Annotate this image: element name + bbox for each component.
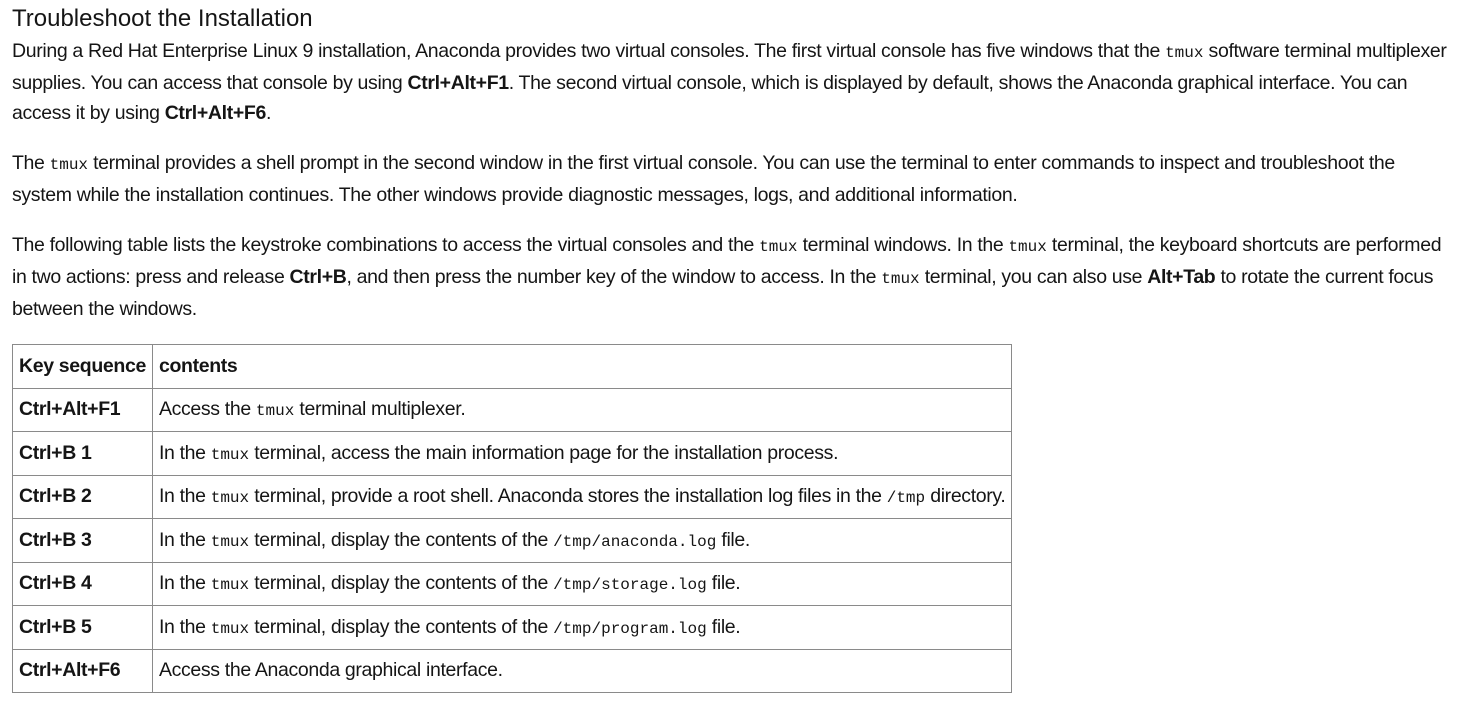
inline-code: tmux: [881, 270, 920, 288]
table-row: [13, 388, 1012, 432]
keystroke: Ctrl+Alt+F1: [407, 72, 509, 94]
keystroke-table: [12, 344, 1012, 693]
contents-cell: [152, 606, 1011, 650]
text-run: file.: [706, 615, 741, 638]
key-sequence-cell: Ctrl+B 1: [13, 432, 153, 476]
contents-cell: [152, 519, 1011, 563]
text-run: Access the: [158, 398, 256, 421]
text-run: file.: [706, 572, 741, 595]
contents-cell: [152, 649, 1011, 693]
text-run: directory.: [925, 485, 1006, 508]
key-sequence-cell: Ctrl+B 5: [13, 606, 153, 650]
contents-cell: [152, 562, 1011, 606]
key-sequence-cell: Ctrl+B 2: [13, 475, 153, 519]
inline-code: /tmp/storage.log: [553, 576, 707, 595]
inline-code: tmux: [759, 238, 798, 256]
text-run: terminal, provide a root shell. Anaconda stores the installation log files in the: [249, 485, 887, 508]
text-run: The: [12, 152, 50, 174]
contents-cell: [152, 388, 1011, 432]
table-row: [13, 606, 1012, 650]
inline-code: tmux: [210, 489, 250, 508]
key-sequence-cell: Ctrl+B 3: [13, 519, 153, 563]
table-header-row: [13, 345, 1012, 389]
keystroke: Alt+Tab: [1147, 266, 1216, 288]
text-run: software terminal multiplexer supplies. You can access that console by using: [12, 40, 1447, 94]
text-run: terminal, the keyboard shortcuts are performed in two actions: press and release: [12, 234, 1442, 288]
text-run: . The second virtual console, which is displayed by default, shows the Anaconda graphical interface. You can access it by using: [12, 72, 1408, 124]
table-row: [13, 649, 1012, 693]
table-row: [13, 432, 1012, 476]
table-row: [13, 562, 1012, 606]
text-run: to rotate the current focus between the windows.: [12, 266, 1434, 320]
contents-cell: [152, 432, 1011, 476]
keystroke: Ctrl+Alt+F6: [164, 102, 266, 124]
section-title: Troubleshoot the Installation: [12, 5, 313, 32]
header-contents: contents: [152, 345, 1011, 389]
text-run: During a Red Hat Enterprise Linux 9 installation, Anaconda provides two virtual consoles. The first virtual console has five windows that the: [12, 40, 1166, 62]
inline-code: /tmp/anaconda.log: [553, 532, 717, 551]
inline-code: tmux: [210, 619, 250, 638]
text-run: terminal, display the contents of the: [249, 528, 554, 551]
text-run: In the: [158, 615, 211, 638]
inline-code: tmux: [1165, 44, 1204, 62]
text-run: terminal multiplexer.: [294, 398, 466, 421]
text-run: terminal, you can also use: [919, 266, 1148, 288]
inline-code: tmux: [210, 445, 250, 464]
text-run: terminal, access the main information page for the installation process.: [249, 441, 839, 464]
inline-code: tmux: [210, 532, 250, 551]
text-run: In the: [158, 572, 211, 595]
header-key-sequence: Key sequence: [13, 345, 153, 389]
inline-code: /tmp: [886, 489, 926, 508]
text-run: , and then press the number key of the window to access. In the: [346, 266, 882, 288]
text-run: terminal, display the contents of the: [249, 572, 554, 595]
text-run: In the: [158, 441, 211, 464]
text-run: Access the Anaconda graphical interface.: [158, 659, 503, 682]
table-row: [13, 475, 1012, 519]
table-row: [13, 519, 1012, 563]
key-sequence-cell: Ctrl+Alt+F6: [13, 649, 153, 693]
inline-code: /tmp/program.log: [553, 619, 707, 638]
document-page: [0, 4, 1470, 693]
key-sequence-cell: Ctrl+Alt+F1: [13, 388, 153, 432]
contents-cell: [152, 475, 1011, 519]
text-run: terminal windows. In the: [797, 234, 1009, 256]
inline-code: tmux: [49, 156, 89, 174]
text-run: In the: [158, 485, 211, 508]
inline-code: tmux: [255, 402, 295, 421]
text-run: The following table lists the keystroke combinations to access the virtual consoles and the: [12, 234, 760, 256]
text-run: terminal provides a shell prompt in the second window in the first virtual console. You can use the terminal to enter commands to inspect and troubleshoot the system while the installation continues. The other windows provide diagnostic messages, logs, and additional information.: [12, 152, 1395, 206]
text-run: file.: [716, 528, 750, 551]
keystroke: Ctrl+B: [289, 266, 347, 288]
intro-paragraph: [12, 36, 1458, 128]
text-run: In the: [158, 528, 211, 551]
inline-code: tmux: [210, 576, 250, 595]
keystroke-paragraph: [12, 230, 1458, 324]
tmux-paragraph: [12, 148, 1458, 210]
inline-code: tmux: [1008, 238, 1047, 256]
text-run: terminal, display the contents of the: [249, 615, 554, 638]
text-run: .: [265, 102, 272, 124]
key-sequence-cell: Ctrl+B 4: [13, 562, 153, 606]
